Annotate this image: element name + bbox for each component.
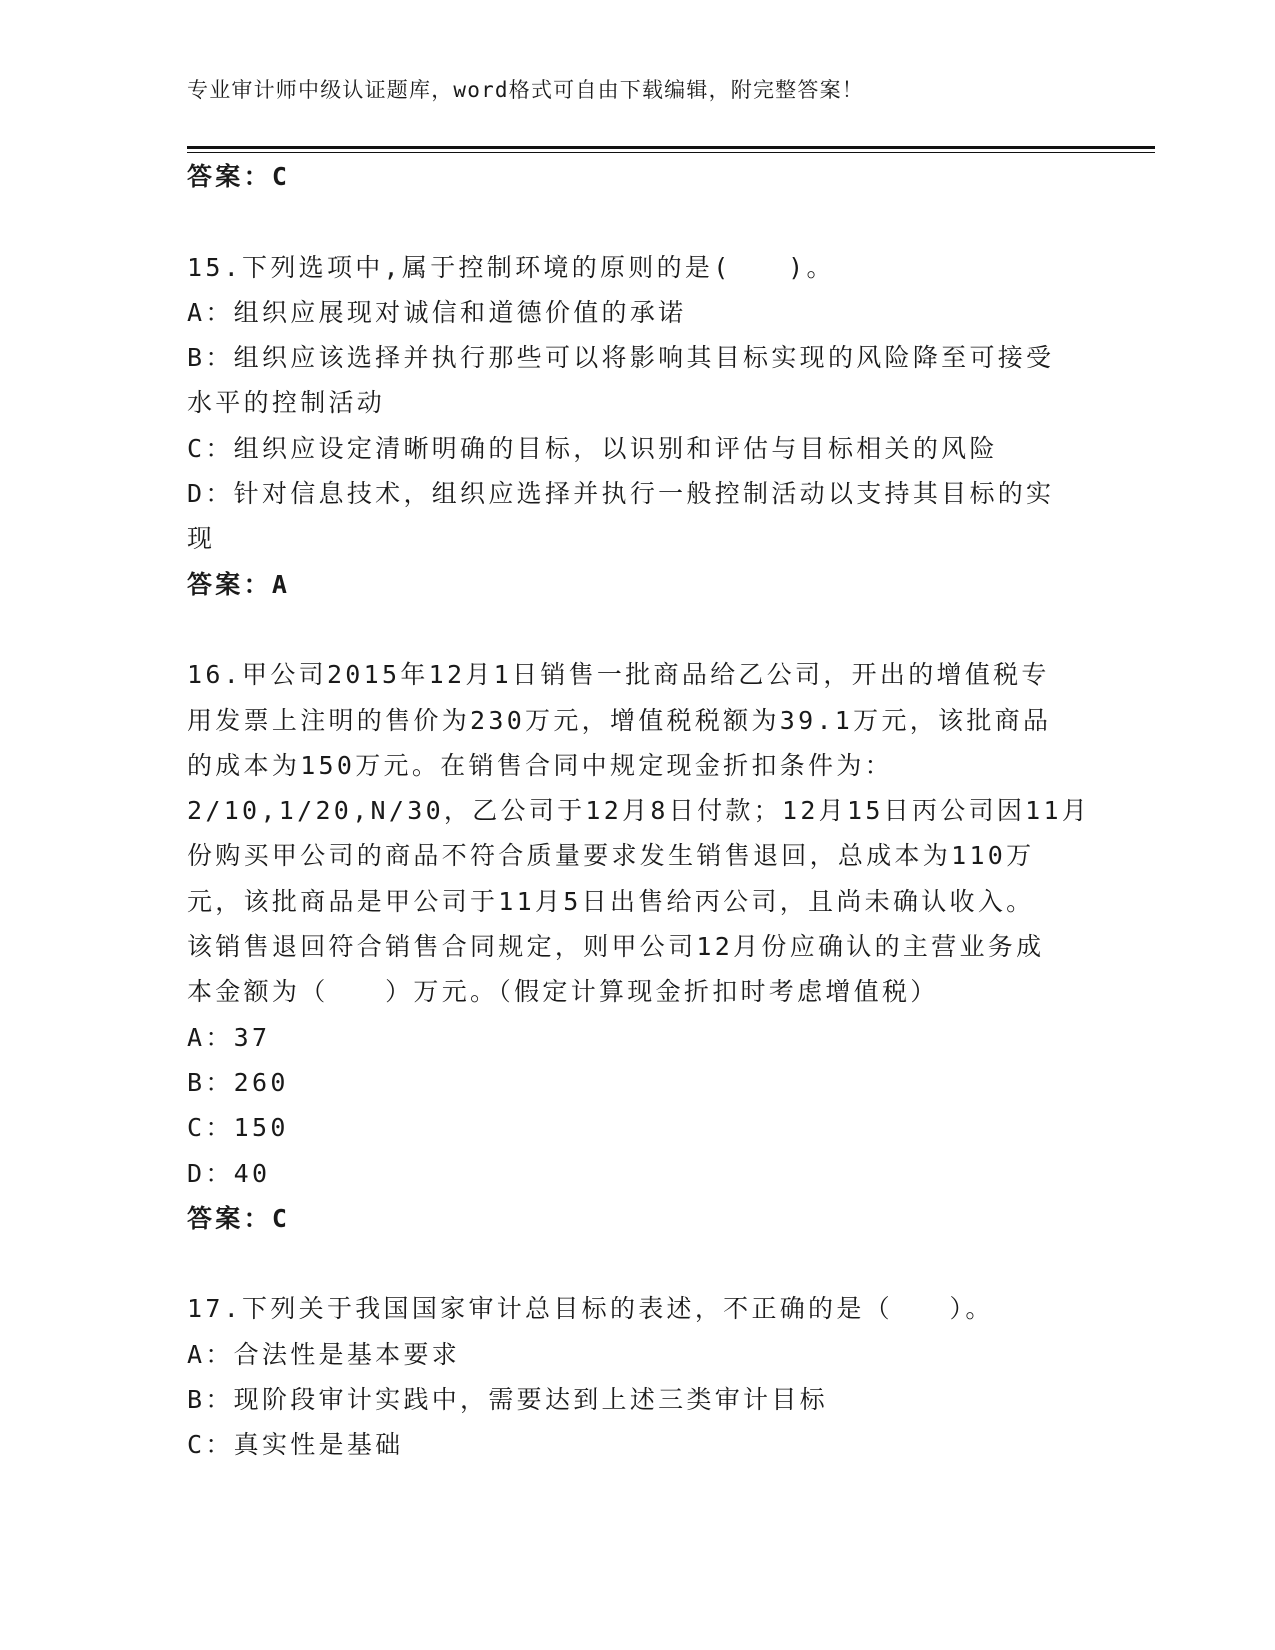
header-rule-thin	[187, 152, 1155, 153]
question-16-stem-line: 2/10,1/20,N/30，乙公司于12月8日付款；12月15日丙公司因11月	[187, 796, 1091, 826]
question-16-option-a: A：37	[187, 1022, 271, 1052]
question-15-option-b: B：组织应该选择并执行那些可以将影响其目标实现的风险降至可接受	[187, 343, 1055, 373]
question-15-option-d: D：针对信息技术，组织应选择并执行一般控制活动以支持其目标的实	[187, 479, 1055, 509]
question-16-stem-line: 本金额为（ ）万元。（假定计算现金折扣时考虑增值税）	[187, 977, 939, 1007]
question-16-stem-line: 元，该批商品是甲公司于11月5日出售给丙公司，且尚未确认收入。	[187, 886, 1035, 916]
question-15-option-c: C：组织应设定清晰明确的目标，以识别和评估与目标相关的风险	[187, 433, 998, 463]
question-15-option-b-cont: 水平的控制活动	[187, 388, 386, 418]
question-15-stem: 15.下列选项中,属于控制环境的原则的是( )。	[187, 252, 835, 282]
question-16-stem-line: 份购买甲公司的商品不符合质量要求发生销售退回，总成本为110万	[187, 841, 1035, 871]
question-16-option-c: C：150	[187, 1113, 289, 1143]
question-16	[187, 652, 1091, 1241]
question-17-option-a: A：合法性是基本要求	[187, 1339, 461, 1369]
header-rule-thick	[187, 146, 1155, 149]
question-15-option-a: A：组织应展现对诚信和道德价值的承诺	[187, 297, 687, 327]
question-17-option-c: C：真实性是基础	[187, 1430, 404, 1460]
question-16-option-d: D：40	[187, 1158, 271, 1188]
question-16-option-b: B：260	[187, 1067, 289, 1097]
question-17-option-b: B：现阶段审计实践中，需要达到上述三类审计目标	[187, 1385, 828, 1415]
document-body	[187, 154, 1091, 1468]
spacer	[187, 1241, 1087, 1286]
question-17-stem: 17.下列关于我国国家审计总目标的表述，不正确的是（ ）。	[187, 1294, 994, 1324]
answer-14: 答案：C	[187, 162, 291, 191]
question-16-stem-line: 16.甲公司2015年12月1日销售一批商品给乙公司，开出的增值税专	[187, 660, 1050, 690]
question-16-stem-line: 该销售退回符合销售合同规定，则甲公司12月份应确认的主营业务成	[187, 932, 1045, 962]
question-16-stem-line: 的成本为150万元。在销售合同中规定现金折扣条件为：	[187, 750, 893, 780]
question-15	[187, 245, 1087, 607]
answer-16: 答案：C	[187, 1203, 291, 1233]
spacer	[187, 199, 1087, 244]
answer-15: 答案：A	[187, 569, 291, 599]
question-17	[187, 1286, 1087, 1467]
spacer	[187, 607, 1087, 652]
question-16-stem-line: 用发票上注明的售价为230万元，增值税税额为39.1万元，该批商品	[187, 705, 1052, 735]
page-header: 专业审计师中级认证题库，word格式可自由下载编辑，附完整答案！	[187, 78, 864, 102]
question-15-option-d-cont: 现	[187, 524, 216, 554]
